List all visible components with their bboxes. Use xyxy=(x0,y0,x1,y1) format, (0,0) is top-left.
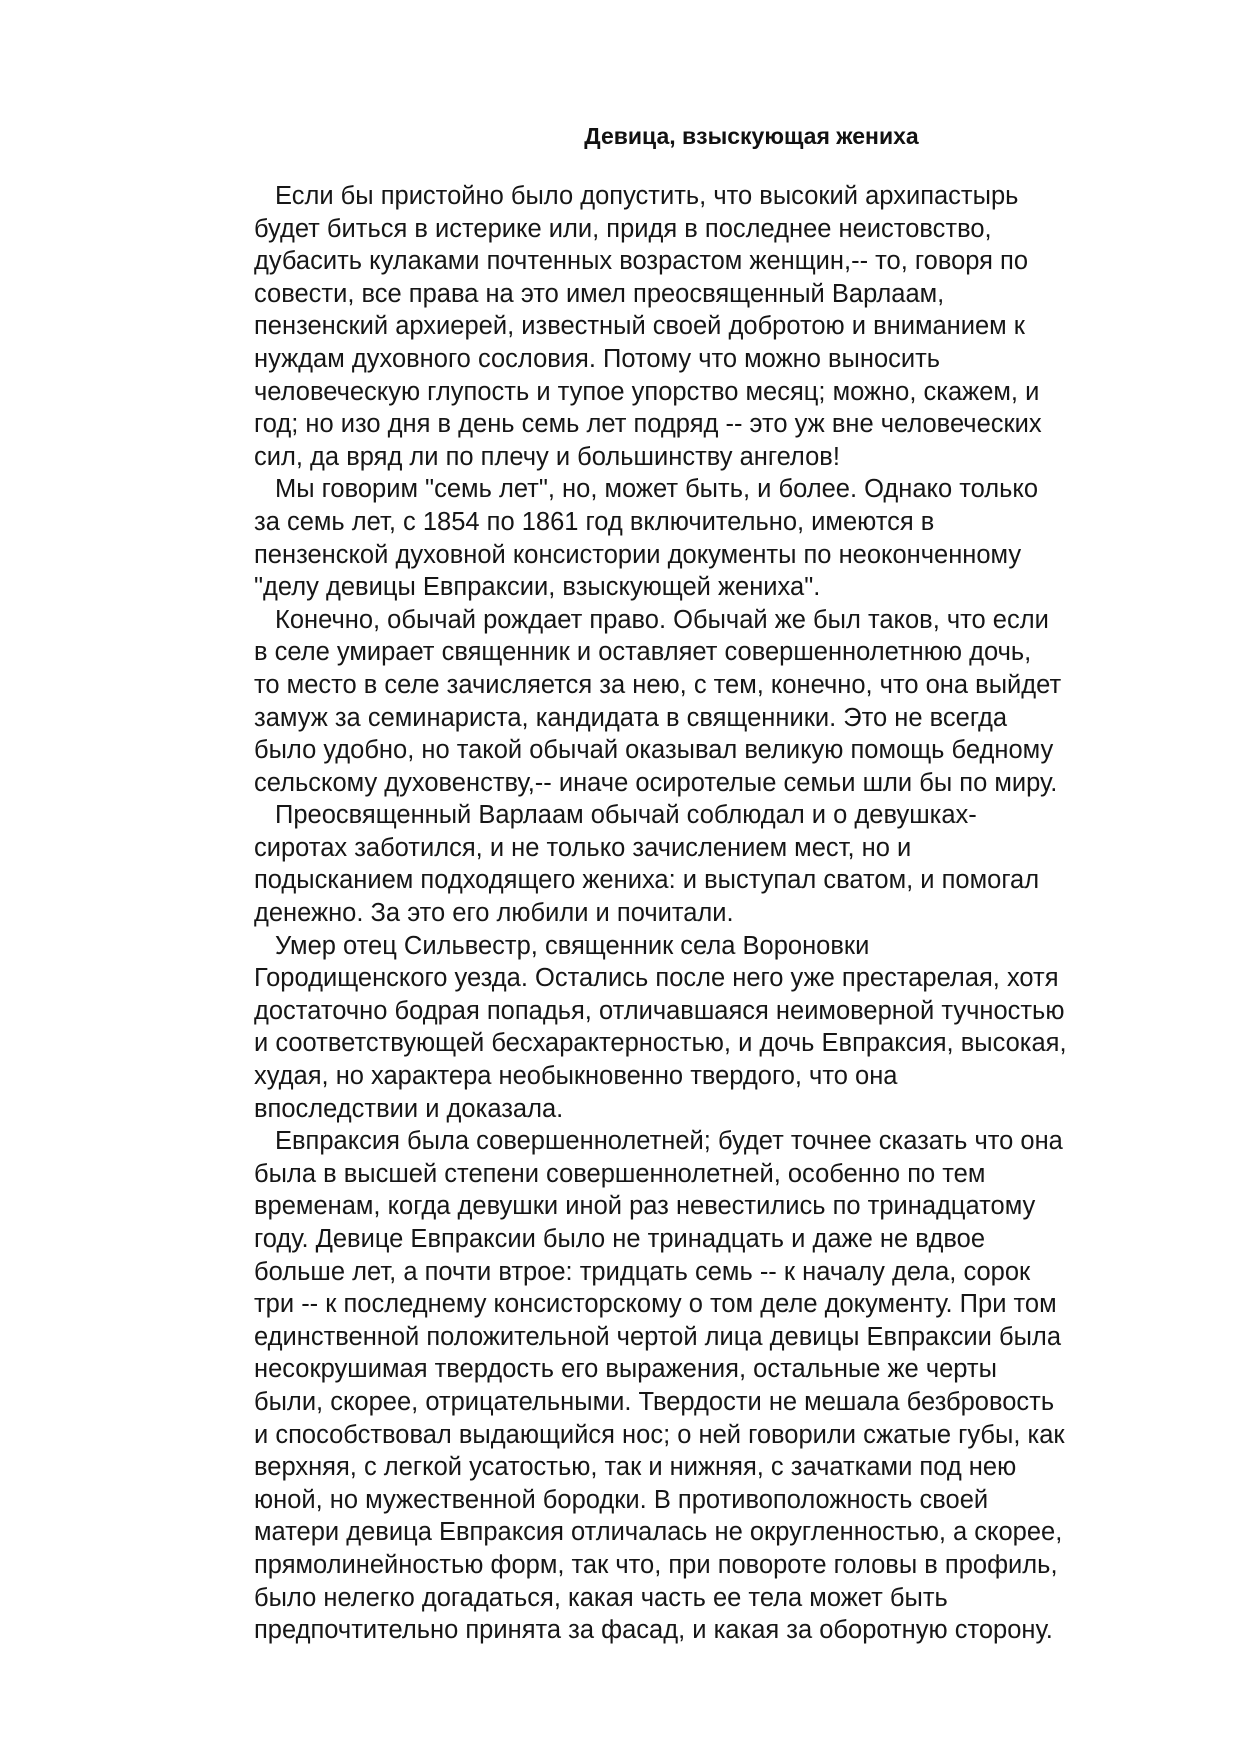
paragraph xyxy=(254,473,1159,603)
document-body xyxy=(254,180,1159,1647)
text-line: временам, когда девушки иной раз невестились по тринадцатому xyxy=(254,1192,1036,1221)
text-line: сиротах заботился, и не только зачислением мест, но и xyxy=(254,833,912,862)
text-line: Умер отец Сильвестр, священник села Вороновки xyxy=(275,931,870,960)
text-line: Если бы пристойно было допустить, что высокий архипастырь xyxy=(275,182,1019,210)
text-line: была в высшей степени совершеннолетней, особенно по тем xyxy=(254,1159,986,1188)
text-line: верхняя, с легкой усатостью, так и нижняя, с зачатками под нею xyxy=(254,1453,1017,1482)
text-line: несокрушимая твердость его выражения, остальные же черты xyxy=(254,1355,997,1384)
text-line: было нелегко догадаться, какая часть ее тела может быть xyxy=(254,1583,948,1612)
text-line: Конечно, обычай рождает право. Обычай же был таков, что если xyxy=(275,605,1049,634)
text-line: сельскому духовенству,-- иначе осиротелые семьи шли бы по миру. xyxy=(254,768,1058,797)
text-line: матери девица Евпраксия отличалась не округленностью, а скорее, xyxy=(254,1518,1063,1547)
paragraph xyxy=(254,604,1159,800)
paragraph xyxy=(254,930,1159,1126)
text-line: совести, все права на это имел преосвященный Варлаам, xyxy=(254,279,945,308)
text-line: было удобно, но такой обычай оказывал великую помощь бедному xyxy=(254,736,1054,765)
text-line: и способствовал выдающийся нос; о ней говорили сжатые губы, как xyxy=(254,1420,1065,1449)
text-line: нуждам духовного сословия. Потому что можно выносить xyxy=(254,344,941,373)
text-line: будет биться в истерике или, придя в последнее неистовство, xyxy=(254,214,992,243)
text-line: достаточно бодрая попадья, отличавшаяся неимоверной тучностью xyxy=(254,996,1065,1025)
paragraph xyxy=(254,1125,1159,1647)
text-line: подысканием подходящего жениха: и выступал сватом, и помогал xyxy=(254,866,1040,895)
text-line: году. Девице Евпраксии было не тринадцать и даже не вдвое xyxy=(254,1225,985,1253)
text-line: пензенской духовной консистории документы по неоконченному xyxy=(254,540,1022,569)
paragraph xyxy=(254,799,1159,929)
text-line: были, скорее, отрицательными. Твердости не мешала безбровость xyxy=(254,1387,1055,1416)
text-line: сил, да вряд ли по плечу и большинству ангелов! xyxy=(254,442,840,471)
text-line: дубасить кулаками почтенных возрастом женщин,-- то, говоря по xyxy=(254,247,1029,276)
text-line: замуж за семинариста, кандидата в священники. Это не всегда xyxy=(254,703,1008,732)
text-line: Преосвященный Варлаам обычай соблюдал и о девушках- xyxy=(275,801,977,830)
text-line: пензенский архиерей, известный своей добротою и вниманием к xyxy=(254,312,1025,341)
text-line: и соответствующей бесхарактерностью, и дочь Евпраксия, высокая, xyxy=(254,1029,1067,1058)
text-line: три -- к последнему консисторскому о том деле документу. При том xyxy=(254,1290,1057,1319)
text-line: за семь лет, с 1854 по 1861 год включительно, имеются в xyxy=(254,507,935,536)
document-title: Девица, взыскующая жениха xyxy=(584,123,919,149)
text-line: Мы говорим "семь лет", но, может быть, и более. Однако только xyxy=(275,475,1039,504)
text-line: единственной положительной чертой лица девицы Евпраксии была xyxy=(254,1322,1061,1351)
text-line: худая, но характера необыкновенно твердого, что она xyxy=(254,1062,898,1091)
text-line: "делу девицы Евпраксии, взыскующей жениха". xyxy=(254,573,821,602)
text-line: предпочтительно принята за фасад, и какая за оборотную сторону. xyxy=(254,1616,1053,1645)
paragraph xyxy=(254,180,1159,473)
text-line: впоследствии и доказала. xyxy=(254,1094,564,1123)
text-line: то место в селе зачисляется за нею, с тем, конечно, что она выйдет xyxy=(254,670,1062,699)
text-line: человеческую глупость и тупое упорство месяц; можно, скажем, и xyxy=(254,377,1040,406)
text-line: в селе умирает священник и оставляет совершеннолетнюю дочь, xyxy=(254,638,1032,667)
text-line: денежно. За это его любили и почитали. xyxy=(254,899,734,928)
text-line: Городищенского уезда. Остались после него уже престарелая, хотя xyxy=(254,964,1059,993)
text-line: год; но изо дня в день семь лет подряд -- это уж вне человеческих xyxy=(254,410,1042,439)
text-line: прямолинейностью форм, так что, при повороте головы в профиль, xyxy=(254,1550,1058,1579)
text-line: юной, но мужественной бородки. В противоположность своей xyxy=(254,1485,989,1514)
text-line: Евпраксия была совершеннолетней; будет точнее сказать что она xyxy=(275,1127,1063,1156)
text-line: больше лет, а почти втрое: тридцать семь -- к началу дела, сорок xyxy=(254,1257,1031,1286)
